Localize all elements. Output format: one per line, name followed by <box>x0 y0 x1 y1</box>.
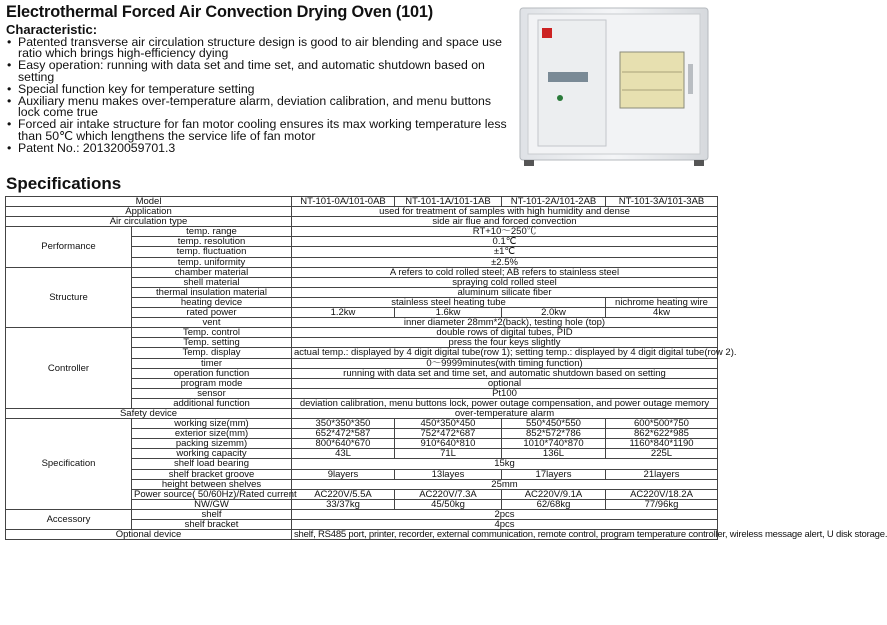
characteristic-list <box>6 37 516 155</box>
table-cell: operation function <box>132 368 292 378</box>
table-cell: spraying cold rolled steel <box>292 277 718 287</box>
table-cell: 600*500*750 <box>606 419 718 429</box>
table-cell: Application <box>6 207 292 217</box>
table-cell: 62/68kg <box>502 499 606 509</box>
table-cell: temp. resolution <box>132 237 292 247</box>
list-item: • Patent No.: 201320059701.3 <box>6 143 516 154</box>
table-cell: shelf bracket groove <box>132 469 292 479</box>
table-cell: shelf load bearing <box>132 459 292 469</box>
table-cell: additional function <box>132 398 292 408</box>
table-cell: shelf, RS485 port, printer, recorder, external communication, remote control, program temperature controller, wireless message alert, U disk storage. <box>292 530 718 540</box>
table-cell: temp. fluctuation <box>132 247 292 257</box>
list-item: • Auxiliary menu makes over-temperature alarm, deviation calibration, and menu buttons lock come true <box>6 96 516 119</box>
table-cell: AC220V/5.5A <box>292 489 395 499</box>
table-row <box>6 267 718 277</box>
table-cell: NT-101-3A/101-3AB <box>606 197 718 207</box>
table-row <box>6 217 718 227</box>
table-cell: 752*472*687 <box>395 429 502 439</box>
table-cell: shelf <box>132 509 292 519</box>
table-cell: 25mm <box>292 479 718 489</box>
table-cell: A refers to cold rolled steel; AB refers to stainless steel <box>292 267 718 277</box>
characteristic-heading: Characteristic: <box>6 22 98 37</box>
table-cell: Pt100 <box>292 388 718 398</box>
table-cell: Safety device <box>6 408 292 418</box>
table-cell: AC220V/9.1A <box>502 489 606 499</box>
table-cell: chamber material <box>132 267 292 277</box>
power-button-icon <box>557 95 563 101</box>
table-cell: ±2.5% <box>292 257 718 267</box>
logo-icon <box>542 28 552 38</box>
table-cell: AC220V/18.2A <box>606 489 718 499</box>
table-cell: sensor <box>132 388 292 398</box>
table-cell: nichrome heating wire <box>606 297 718 307</box>
table-cell: deviation calibration, menu buttons lock, power outage compensation, and power outage memory <box>292 398 718 408</box>
table-cell: 71L <box>395 449 502 459</box>
table-cell: 33/37kg <box>292 499 395 509</box>
table-cell: timer <box>132 358 292 368</box>
table-row <box>6 530 718 540</box>
table-row <box>6 207 718 217</box>
table-cell: 17layers <box>502 469 606 479</box>
table-cell: over-temperature alarm <box>292 408 718 418</box>
table-cell: 9layers <box>292 469 395 479</box>
table-cell: 852*572*786 <box>502 429 606 439</box>
specifications-heading: Specifications <box>6 174 122 193</box>
table-cell: program mode <box>132 378 292 388</box>
table-cell: packing sizemm) <box>132 439 292 449</box>
table-cell: 550*450*550 <box>502 419 606 429</box>
table-cell: 21layers <box>606 469 718 479</box>
group-label-accessory: Accessory <box>6 509 132 529</box>
table-cell: 1010*740*870 <box>502 439 606 449</box>
list-item: • Patented transverse air circulation structure design is good to air blending and space use ratio which brings high-efficiency dying <box>6 37 516 60</box>
table-cell: ±1℃ <box>292 247 718 257</box>
table-cell: 43L <box>292 449 395 459</box>
table-row <box>6 408 718 418</box>
table-cell: 350*350*350 <box>292 419 395 429</box>
table-cell: NW/GW <box>132 499 292 509</box>
table-cell: NT-101-2A/101-2AB <box>502 197 606 207</box>
table-cell: double rows of digital tubes, PID <box>292 328 718 338</box>
table-cell: 136L <box>502 449 606 459</box>
table-cell: 15kg <box>292 459 718 469</box>
table-cell: 1160*840*1190 <box>606 439 718 449</box>
table-cell: thermal insulation material <box>132 287 292 297</box>
table-cell: vent <box>132 318 292 328</box>
table-cell: exterior size(mm) <box>132 429 292 439</box>
specifications-table <box>5 196 887 541</box>
table-cell: side air flue and forced convection <box>292 217 718 227</box>
table-row <box>6 227 718 237</box>
table-cell: used for treatment of samples with high humidity and dense <box>292 207 718 217</box>
table-cell: 1.2kw <box>292 308 395 318</box>
table-cell: 800*640*670 <box>292 439 395 449</box>
table-cell: 45/50kg <box>395 499 502 509</box>
table-cell: 225L <box>606 449 718 459</box>
table-cell: 652*472*587 <box>292 429 395 439</box>
table-cell: Optional device <box>6 530 292 540</box>
table-cell: actual temp.: displayed by 4 digit digital tube(row 1); setting temp.: displayed by 4 digit digital tube(row 2). <box>292 348 718 358</box>
table-cell: optional <box>292 378 718 388</box>
table-cell: 2.0kw <box>502 308 606 318</box>
list-item: • Forced air intake structure for fan motor cooling ensures its max working temperature less than 50℃ which lengthens the service life of fan motor <box>6 119 516 142</box>
table-cell: NT-101-1A/101-1AB <box>395 197 502 207</box>
group-label-controller: Controller <box>6 328 132 409</box>
table-row <box>6 328 718 338</box>
group-label-specification: Specification <box>6 419 132 510</box>
control-display-icon <box>548 72 588 82</box>
table-cell: heating device <box>132 297 292 307</box>
table-cell: temp. range <box>132 227 292 237</box>
table-cell: 4pcs <box>292 520 718 530</box>
table-cell: 13layes <box>395 469 502 479</box>
table-cell: Temp. display <box>132 348 292 358</box>
table-row <box>6 419 718 429</box>
table-row <box>6 197 718 207</box>
table-cell: 77/96kg <box>606 499 718 509</box>
table-cell: 450*350*450 <box>395 419 502 429</box>
table-cell: AC220V/7.3A <box>395 489 502 499</box>
table-cell: inner diameter 28mm*2(back), testing hole (top) <box>292 318 718 328</box>
table-cell: 0.1℃ <box>292 237 718 247</box>
table-cell: NT-101-0A/101-0AB <box>292 197 395 207</box>
table-cell: height between shelves <box>132 479 292 489</box>
list-item: • Special function key for temperature setting <box>6 84 516 95</box>
table-cell: working capacity <box>132 449 292 459</box>
table-cell: press the four keys slightly <box>292 338 718 348</box>
table-cell: 1.6kw <box>395 308 502 318</box>
table-cell: 2pcs <box>292 509 718 519</box>
table-cell: temp. uniformity <box>132 257 292 267</box>
table-cell: Air circulation type <box>6 217 292 227</box>
table-cell: 862*622*985 <box>606 429 718 439</box>
table-cell: Model <box>6 197 292 207</box>
table-cell: Power source( 50/60Hz)/Rated current <box>132 489 292 499</box>
table-cell: shelf bracket <box>132 520 292 530</box>
drying-oven-illustration <box>518 2 716 172</box>
group-label-structure: Structure <box>6 267 132 328</box>
group-label-performance: Performance <box>6 227 132 267</box>
table-cell: 0～9999minutes(with timing function) <box>292 358 718 368</box>
table-cell: stainless steel heating tube <box>292 297 606 307</box>
table-cell: 910*640*810 <box>395 439 502 449</box>
table-cell: rated power <box>132 308 292 318</box>
table-cell: working size(mm) <box>132 419 292 429</box>
table-row <box>6 509 718 519</box>
list-item: • Easy operation: running with data set and time set, and automatic shutdown based on setting <box>6 60 516 83</box>
table-cell: running with data set and time set, and automatic shutdown based on setting <box>292 368 718 378</box>
table-cell: Temp. setting <box>132 338 292 348</box>
table-cell: RT+10～250℃ <box>292 227 718 237</box>
table-cell: 4kw <box>606 308 718 318</box>
table-cell: shell material <box>132 277 292 287</box>
table-cell: Temp. control <box>132 328 292 338</box>
page-title: Electrothermal Forced Air Convection Drying Oven (101) <box>6 2 434 21</box>
table-cell: aluminum silicate fiber <box>292 287 718 297</box>
